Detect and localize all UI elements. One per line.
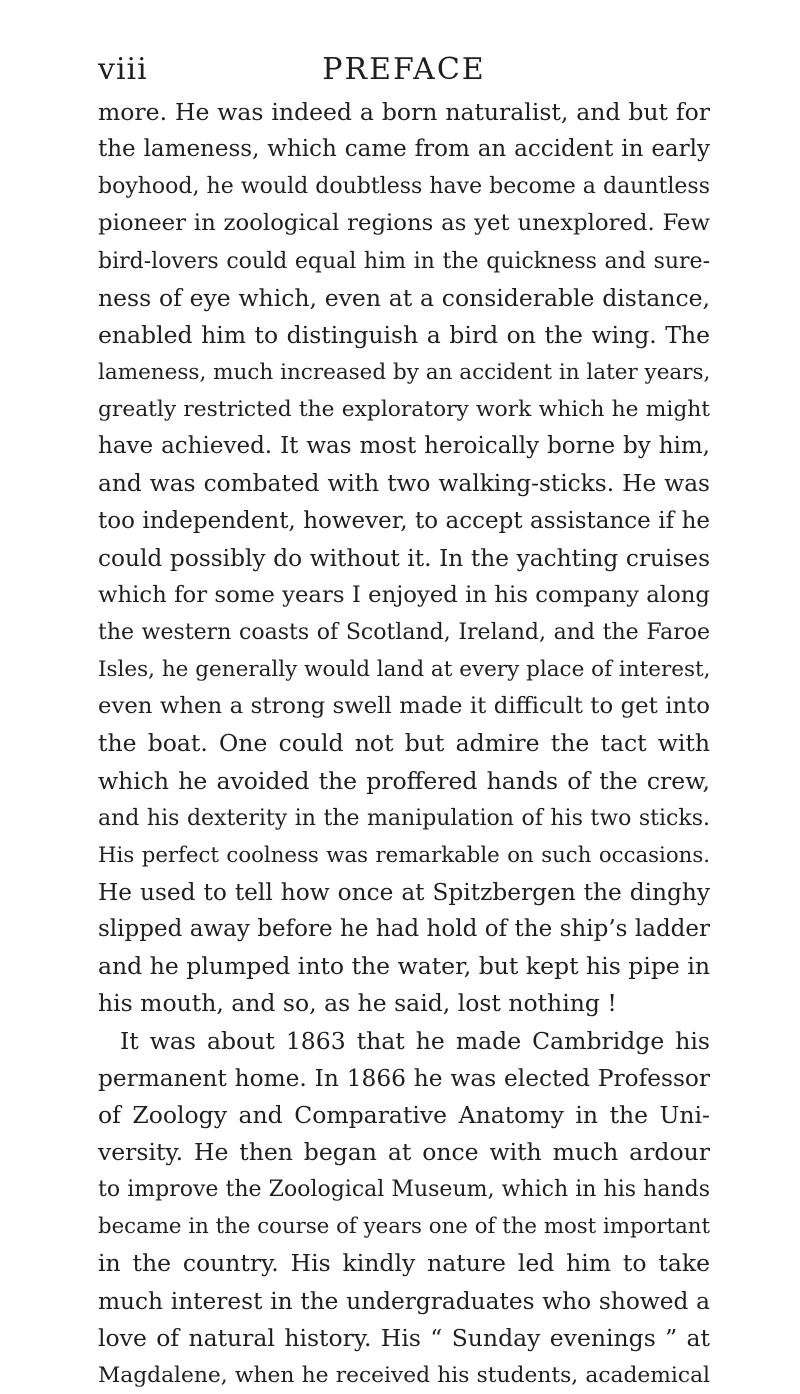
text-line: much interest in the undergraduates who showed a	[98, 1287, 710, 1315]
running-title: PREFACE	[322, 52, 486, 87]
text-line: too independent, however, to accept assistance if he	[98, 507, 710, 534]
text-line: Isles, he generally would land at every place of interest,	[98, 657, 711, 683]
text-line: which he avoided the proffered hands of the crew,	[98, 766, 710, 795]
text-line: bird-lovers could equal him in the quickness and sure-	[98, 248, 710, 274]
text-line: Magdalene, when he received his students, academical	[98, 1362, 710, 1388]
text-line: the lameness, which came from an accident in early	[98, 136, 710, 163]
page-header	[98, 42, 710, 92]
text-line: more. He was indeed a born naturalist, and but for	[98, 98, 710, 126]
text-line: the boat. One could not but admire the tact with	[98, 729, 710, 758]
body-text	[98, 94, 710, 1394]
text-line: in the country. His kindly nature led him to take	[98, 1249, 710, 1278]
text-line: lameness, much increased by an accident in later years,	[98, 359, 711, 385]
text-line: slipped away before he had hold of the ship’s ladder	[98, 916, 710, 943]
text-line: which for some years I enjoyed in his company along	[98, 581, 710, 608]
text-line: and he plumped into the water, but kept his pipe in	[98, 952, 710, 981]
text-line: could possibly do without it. In the yachting cruises	[98, 544, 710, 572]
text-line: and was combated with two walking-sticks. He was	[98, 470, 710, 498]
text-line: the western coasts of Scotland, Ireland, and the Faroe	[98, 619, 710, 645]
text-line: permanent home. In 1866 he was elected Professor	[98, 1064, 710, 1092]
text-line: became in the course of years one of the most important	[98, 1214, 710, 1240]
text-line: boyhood, he would doubtless have become a dauntless	[98, 174, 710, 200]
text-line: to improve the Zoological Museum, which in his hands	[98, 1177, 710, 1203]
text-line: even when a strong swell made it difficult to get into	[98, 693, 710, 720]
paragraph-end-line: his mouth, and so, as he said, lost nothing !	[98, 989, 617, 1018]
text-line: pioneer in zoological regions as yet unexplored. Few	[98, 210, 710, 237]
text-line: and his dexterity in the manipulation of his two sticks.	[98, 805, 710, 831]
text-line: love of natural history. His “ Sunday evenings ” at	[98, 1323, 710, 1352]
paragraph-start-line: It was about 1863 that he made Cambridge his	[120, 1026, 710, 1055]
text-line: versity. He then began at once with much ardour	[98, 1137, 710, 1166]
page-number: viii	[98, 52, 148, 87]
text-line: of Zoology and Comparative Anatomy in the Uni-	[98, 1100, 710, 1129]
text-line: ness of eye which, even at a considerable distance,	[98, 283, 710, 312]
text-line: His perfect coolness was remarkable on such occasions.	[98, 842, 710, 868]
text-line: enabled him to distinguish a bird on the wing. The	[98, 320, 710, 349]
text-line: have achieved. It was most heroically borne by him,	[98, 433, 710, 460]
text-line: greatly restricted the exploratory work which he might	[98, 397, 710, 423]
text-line: He used to tell how once at Spitzbergen the dinghy	[98, 878, 710, 906]
